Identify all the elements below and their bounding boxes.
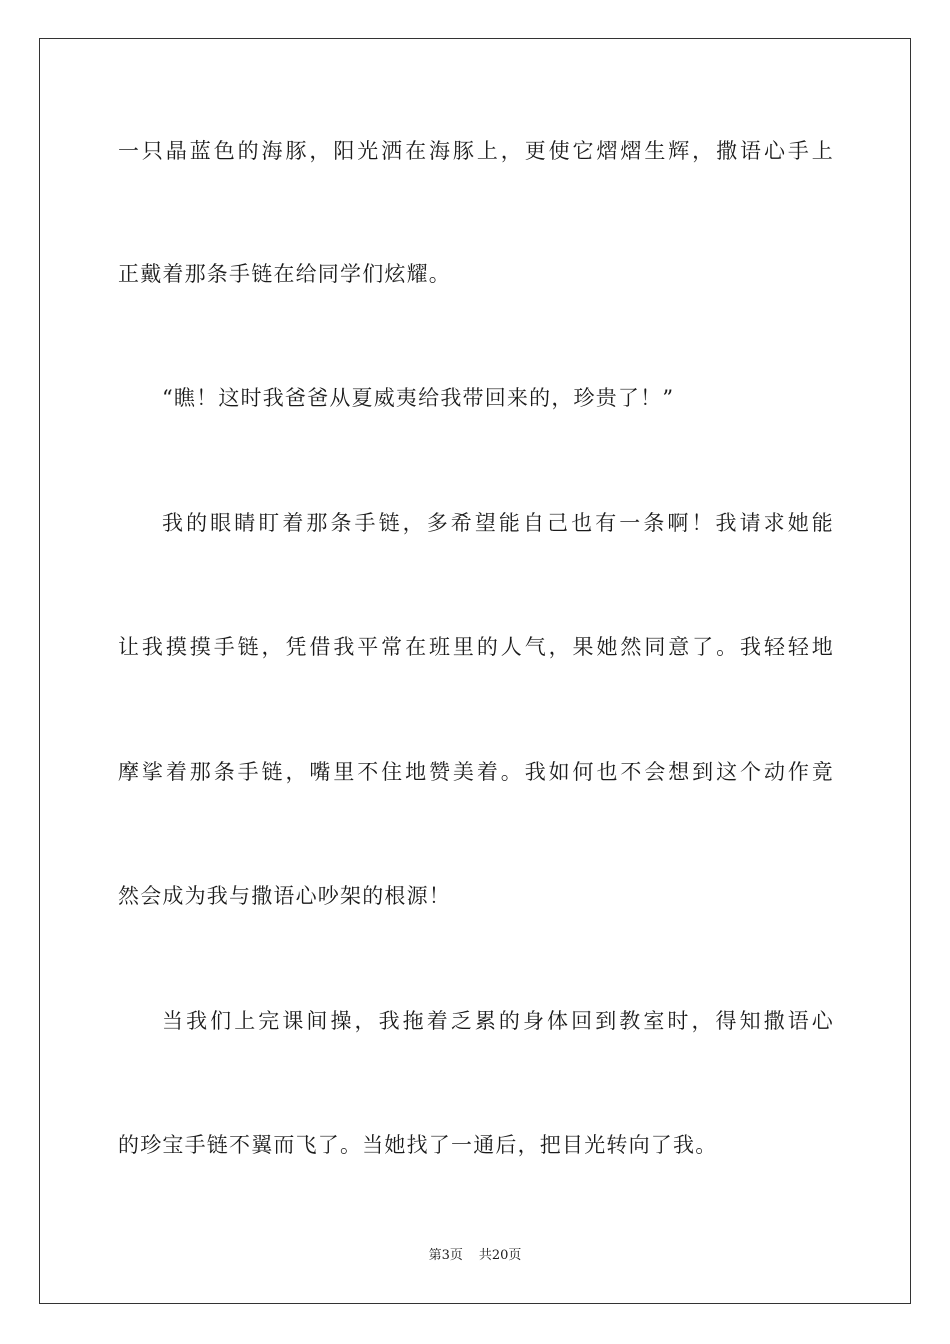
paragraph-line: 的珍宝手链不翼而飞了。当她找了一通后，把目光转向了我。 (118, 1133, 718, 1157)
paragraph-line: “瞧！这时我爸爸从夏威夷给我带回来的，珍贵了！” (162, 386, 675, 410)
paragraph-line: 然会成为我与撒语心吵架的根源！ (118, 884, 451, 908)
page-total: 共20页 (478, 1248, 522, 1263)
paragraph-line: 摩挲着那条手链，嘴里不住地赞美着。我如何也不会想到这个动作竟 (118, 760, 834, 784)
page-number: 第3页 (428, 1248, 463, 1263)
paragraph-line: 一只晶蓝色的海豚，阳光洒在海豚上，更使它熠熠生辉，撒语心手上 (118, 139, 834, 163)
page-border (39, 38, 911, 1304)
page-footer (0, 1247, 950, 1265)
paragraph-line: 让我摸摸手链，凭借我平常在班里的人气，果她然同意了。我轻轻地 (118, 635, 834, 659)
paragraph-line: 正戴着那条手链在给同学们炫耀。 (118, 262, 451, 286)
paragraph-line: 当我们上完课间操，我拖着乏累的身体回到教室时，得知撒语心 (162, 1009, 834, 1033)
paragraph-line: 我的眼睛盯着那条手链，多希望能自己也有一条啊！我请求她能 (162, 511, 834, 535)
